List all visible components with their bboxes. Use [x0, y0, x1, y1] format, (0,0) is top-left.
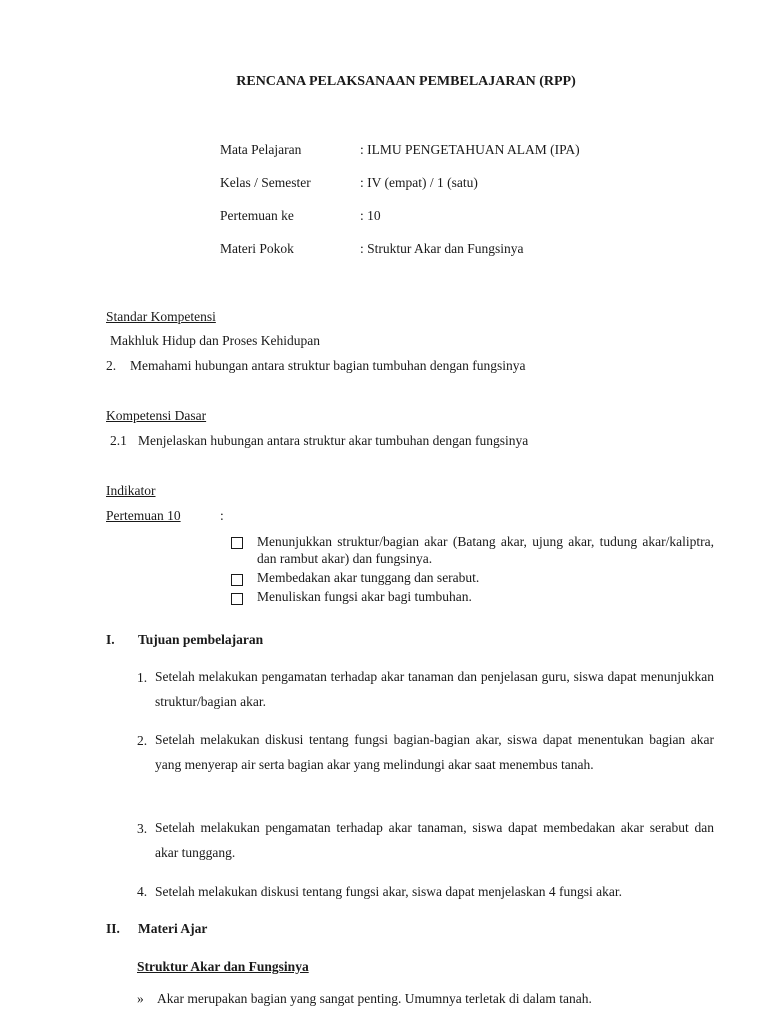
materi-numeral: II.: [106, 921, 120, 936]
info-value-topic: : Struktur Akar dan Fungsinya: [360, 241, 524, 256]
info-value-meeting: : 10: [360, 208, 381, 223]
info-label-meeting: Pertemuan ke: [220, 208, 294, 223]
info-value-subject: : ILMU PENGETAHUAN ALAM (IPA): [360, 142, 580, 157]
checkbox-icon: [231, 573, 243, 589]
kd-item-number: 2.1: [110, 433, 127, 448]
tujuan-item-number: 1.: [137, 670, 148, 685]
tujuan-item-text: Setelah melakukan pengamatan terhadap akar tanaman dan penjelasan guru, siswa dapat menunjukkan struktur/bagian akar.: [155, 669, 714, 709]
indikator-item: Menuliskan fungsi akar bagi tumbuhan.: [257, 589, 472, 604]
materi-heading: Materi Ajar: [138, 921, 208, 936]
sk-item-text: Memahami hubungan antara struktur bagian tumbuhan dengan fungsinya: [130, 358, 526, 373]
indikator-heading: Indikator: [106, 483, 156, 498]
tujuan-item-number: 3.: [137, 821, 148, 836]
materi-bullet: »: [137, 991, 144, 1006]
sk-heading: Standar Kompetensi: [106, 309, 216, 324]
tujuan-item-number: 4.: [137, 884, 148, 899]
tujuan-item-text: Setelah melakukan diskusi tentang fungsi akar, siswa dapat menjelaskan 4 fungsi akar.: [155, 884, 622, 899]
info-label-subject: Mata Pelajaran: [220, 142, 302, 157]
checkbox-icon: [231, 592, 243, 608]
tujuan-heading: Tujuan pembelajaran: [138, 632, 264, 647]
info-label-topic: Materi Pokok: [220, 241, 294, 256]
info-value-class: : IV (empat) / 1 (satu): [360, 175, 478, 190]
info-label-class: Kelas / Semester: [220, 175, 311, 190]
document-title: RENCANA PELAKSANAAN PEMBELAJARAN (RPP): [236, 74, 576, 89]
materi-subheading: Struktur Akar dan Fungsinya: [137, 959, 309, 974]
tujuan-numeral: I.: [106, 632, 115, 647]
materi-bullet-text: Akar merupakan bagian yang sangat penting. Umumnya terletak di dalam tanah.: [157, 991, 592, 1006]
indikator-colon: :: [220, 508, 224, 523]
kd-heading: Kompetensi Dasar: [106, 408, 207, 423]
indikator-pertemuan: Pertemuan 10: [106, 508, 181, 523]
tujuan-item-number: 2.: [137, 733, 148, 748]
kd-item-text: Menjelaskan hubungan antara struktur akar tumbuhan dengan fungsinya: [138, 433, 529, 448]
indikator-item: Menunjukkan struktur/bagian akar (Batang akar, ujung akar, tudung akar/kaliptra, dan rambut akar) dan fungsinya.: [257, 534, 714, 566]
sk-item-number: 2.: [106, 358, 117, 373]
tujuan-item-text: Setelah melakukan pengamatan terhadap akar tanaman, siswa dapat membedakan akar serabut dan akar tunggang.: [155, 820, 714, 860]
tujuan-item-text: Setelah melakukan diskusi tentang fungsi bagian-bagian akar, siswa dapat menentukan bagian akar yang menyerap air serta bagian akar yang melindungi akar saat menembus tanah.: [155, 732, 714, 772]
checkbox-icon: [231, 536, 243, 552]
indikator-item: Membedakan akar tunggang dan serabut.: [257, 570, 480, 585]
sk-line: Makhluk Hidup dan Proses Kehidupan: [110, 333, 320, 348]
